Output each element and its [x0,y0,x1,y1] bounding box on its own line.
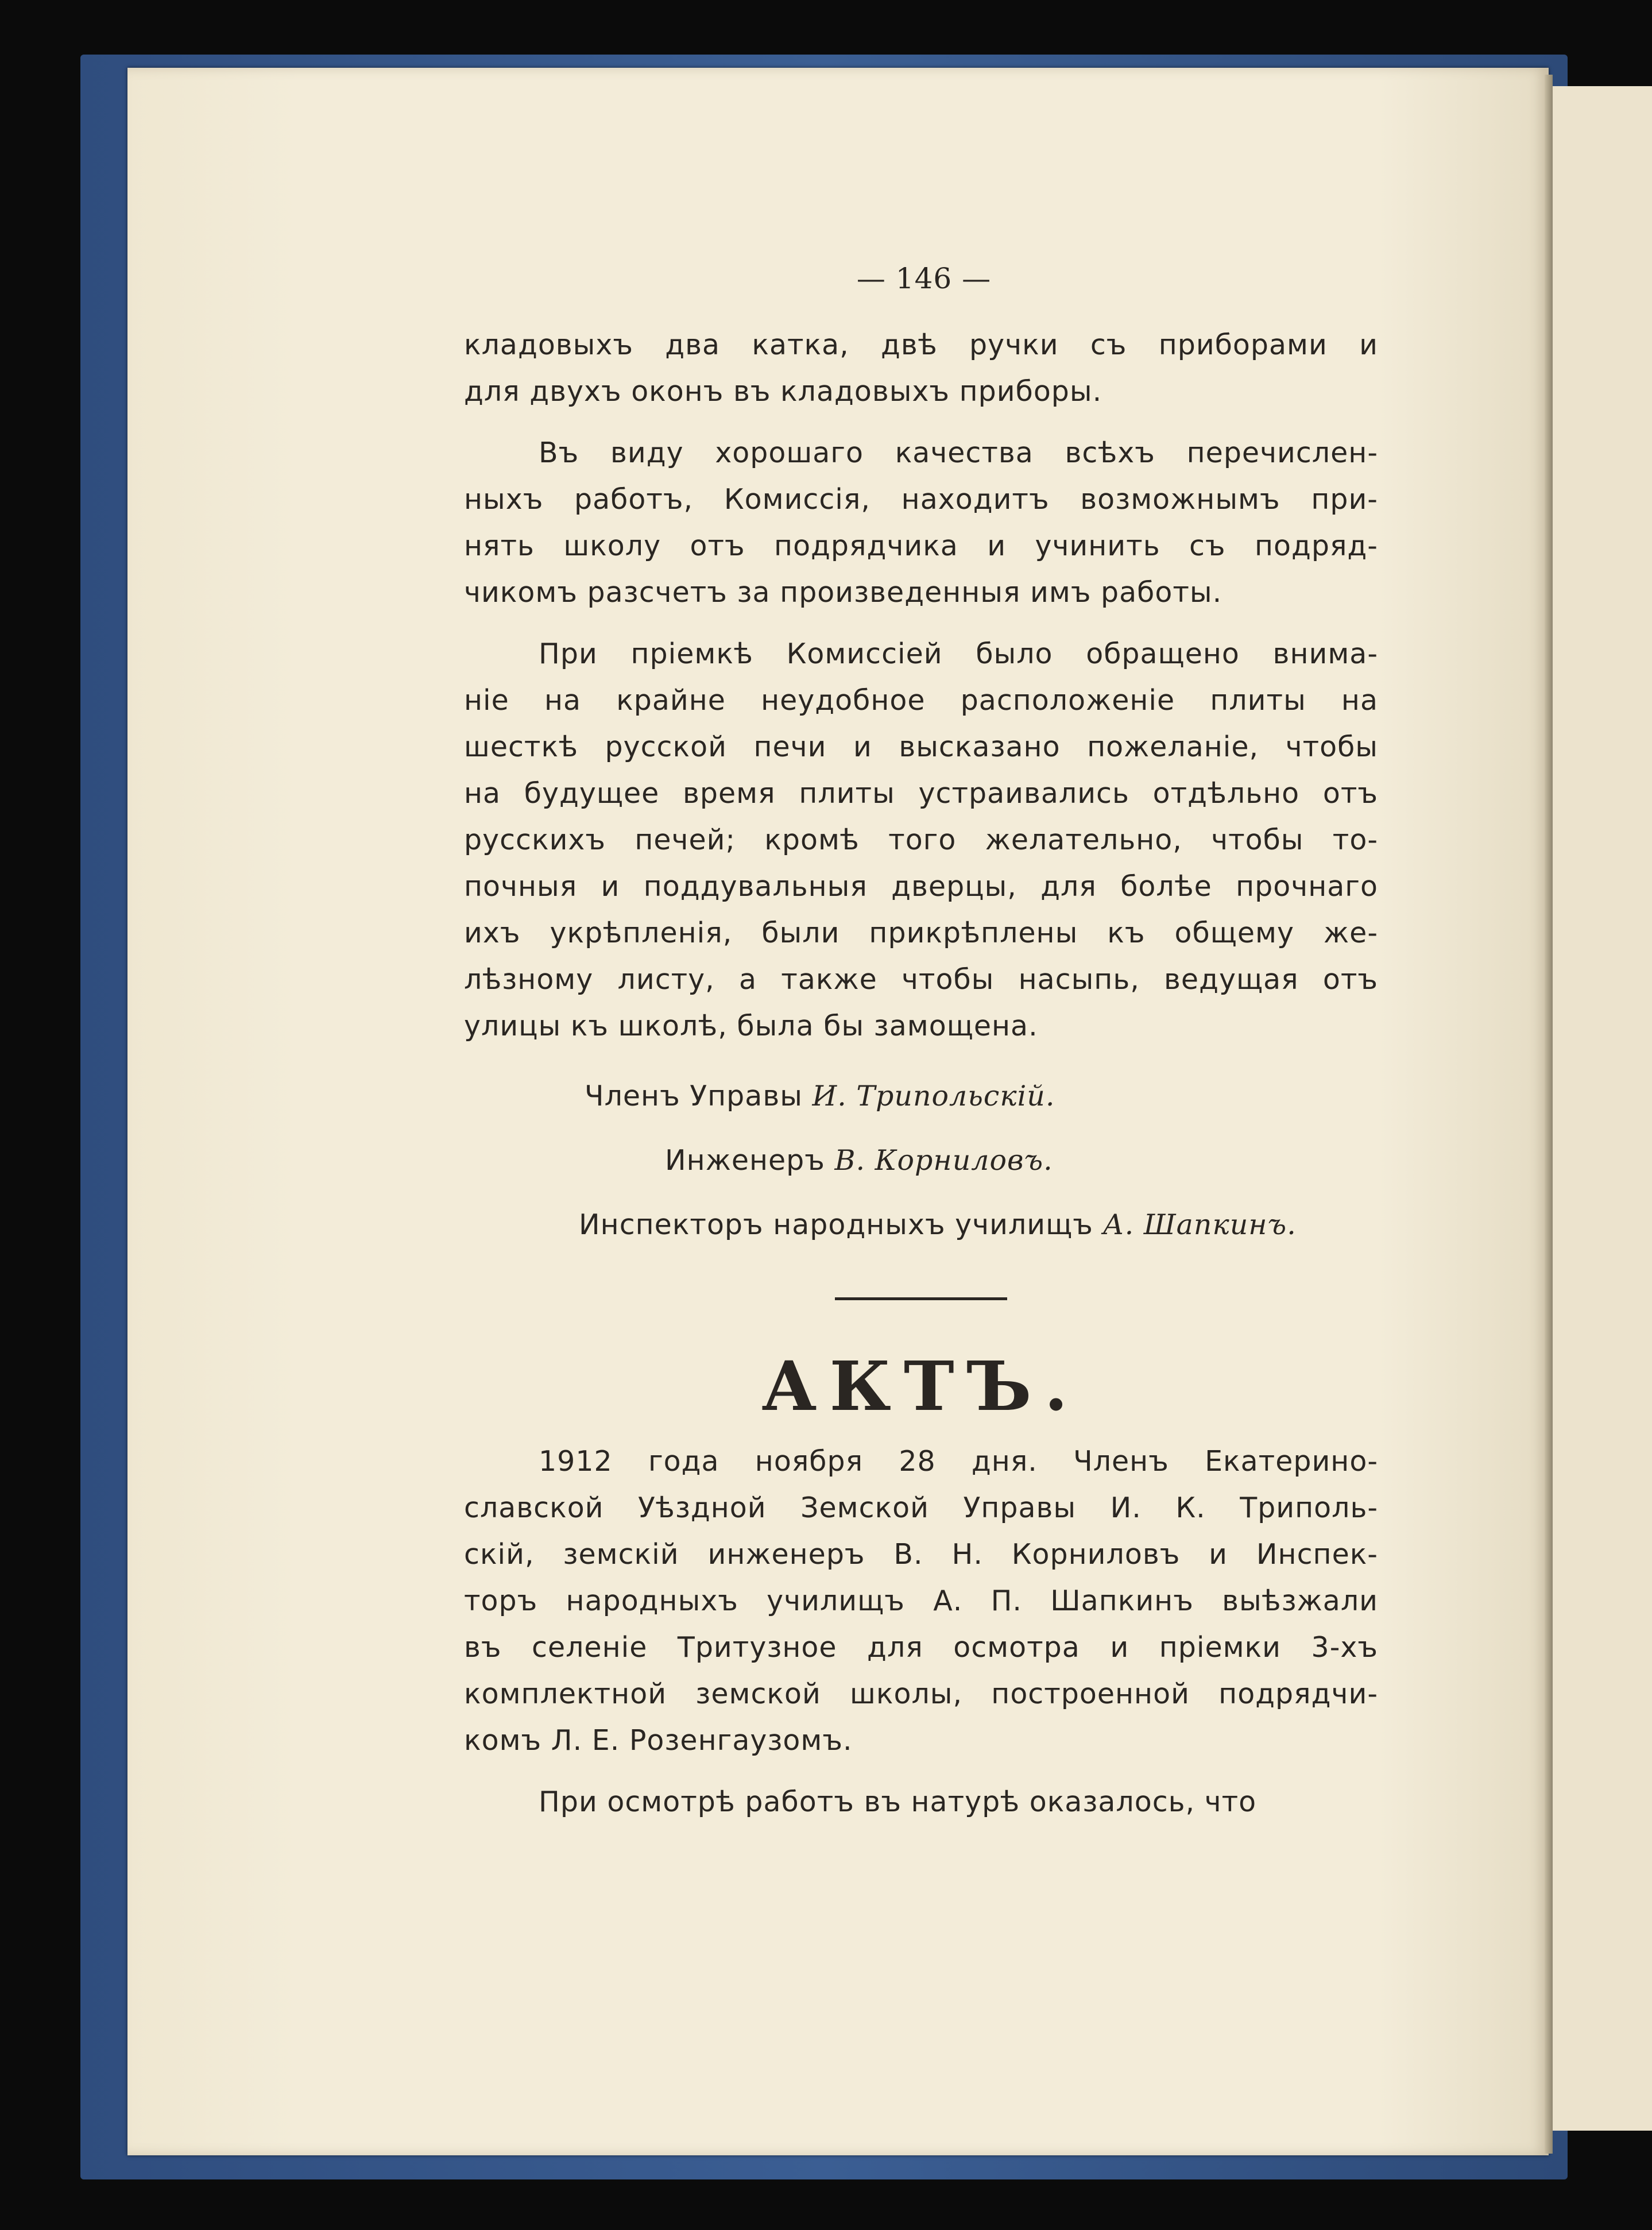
signature-line [464,1128,1378,1193]
text-line: нять школу отъ подрядчика и учинить съ подряд- [464,530,1378,562]
text-line: При пріемкѣ Комиссіей было обращено внима- [539,637,1378,670]
text-line: шесткѣ русской печи и высказано пожеланіе, чтобы [464,731,1378,763]
text-line: ніе на крайне неудобное расположеніе плиты на [464,684,1378,717]
text-line: ихъ укрѣпленія, были прикрѣплены къ общему же- [464,917,1378,949]
paragraph [464,322,1378,415]
paragraph [464,631,1378,1049]
text-line: славской Уѣздной Земской Управы И. К. Триполь- [464,1491,1378,1524]
signature-role: Инженеръ [665,1144,825,1177]
signature-line [464,1193,1378,1257]
signature-line [464,1064,1378,1128]
signature-name: А. Шапкинъ. [1102,1208,1297,1241]
text-line: скій, земскій инженеръ В. Н. Корниловъ и Инспек- [464,1538,1378,1571]
text-line: почныя и поддувальныя дверцы, для болѣе прочнаго [464,870,1378,903]
signature-role: Членъ Управы [585,1080,803,1112]
signature-role: Инспекторъ народныхъ училищъ [579,1208,1093,1241]
text-line: чикомъ разсчетъ за произведенныя имъ работы. [464,576,1222,609]
page-gutter-shadow [1545,75,1553,2154]
act-paragraphs [464,1438,1378,1825]
text-line: комплектной земской школы, построенной подрядчи- [464,1678,1378,1710]
text-line: русскихъ печей; кромѣ того желательно, чтобы то- [464,824,1378,856]
text-line: ныхъ работъ, Комиссія, находитъ возможнымъ при- [464,483,1378,516]
paragraph [464,1779,1378,1825]
text-line: улицы къ школѣ, была бы замощена. [464,1010,1038,1042]
section-heading: АКТЪ. [761,1346,1081,1426]
text-line: комъ Л. Е. Розенгаузомъ. [464,1724,853,1757]
text-line: Въ виду хорошаго качества всѣхъ перечислен- [539,436,1378,469]
text-line: кладовыхъ два катка, двѣ ручки съ приборами и [464,328,1378,361]
text-line: 1912 года ноября 28 дня. Членъ Екатерино- [539,1445,1378,1478]
text-line: лѣзному листу, а также чтобы насыпь, ведущая отъ [464,963,1378,996]
page-text-block [464,253,1378,1840]
paragraph [464,430,1378,616]
paragraph [464,1438,1378,1764]
text-line: При осмотрѣ работъ въ натурѣ оказалось, что [539,1785,1257,1818]
section-divider [835,1297,1007,1300]
text-line: торъ народныхъ училищъ А. П. Шапкинъ выѣзжали [464,1584,1378,1617]
text-line: для двухъ оконъ въ кладовыхъ приборы. [464,375,1102,408]
next-page-edge [1550,86,1652,2131]
text-line: на будущее время плиты устраивались отдѣльно отъ [464,777,1378,810]
page-number: — 146 — [856,262,992,295]
signature-name: И. Трипольскій. [812,1080,1055,1112]
text-line: въ селеніе Тритузное для осмотра и пріемки 3-хъ [464,1631,1378,1664]
signature-name: В. Корниловъ. [834,1144,1053,1177]
continued-paragraphs [464,322,1378,1049]
